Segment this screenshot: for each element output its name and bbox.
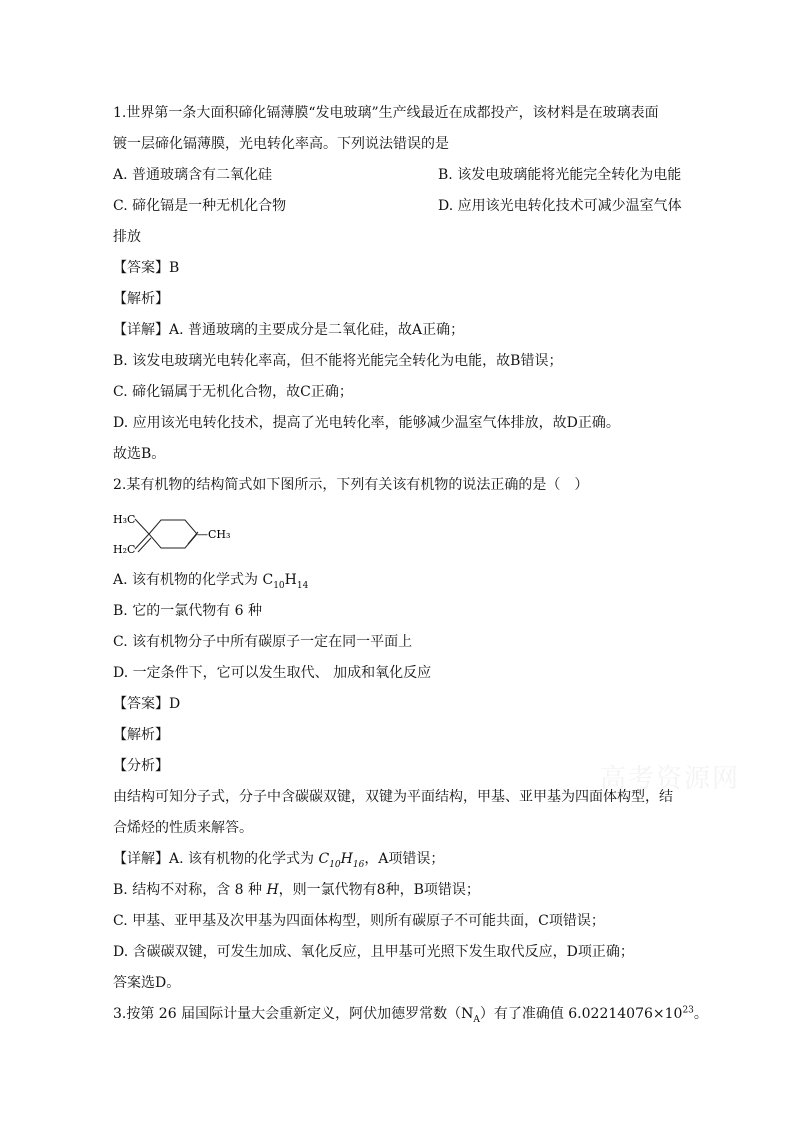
q1-option-c: C. 碲化镉是一种无机化合物 <box>113 198 287 214</box>
q2-detail-a: 【详解】A. 该有机物的化学式为 $C_{10}H_{16}$，A项错误； <box>113 851 445 870</box>
bond-double-1 <box>135 534 149 549</box>
q2-detail-c: C. 甲基、亚甲基及次甲基为四面体构型，则所有碳原子不可能共面，C项错误； <box>113 913 605 929</box>
bond-methyl <box>135 519 149 534</box>
q1-answer: 【答案】B <box>113 260 180 276</box>
label-h3c: H₃C <box>113 513 136 526</box>
q3-stem: 3.按第 26 届国际计量大会重新定义，阿伏加德罗常数$(N_A)$有了准确值 $6.02214076\times 10^{23}$。 <box>113 1005 708 1025</box>
q2-fenxi-heading: 【分析】 <box>113 758 169 774</box>
q1-stem-line1: 1.世界第一条大面积碲化镉薄膜“发电玻璃”生产线最近在成都投产，该材料是在玻璃表面 <box>113 105 659 121</box>
label-h2c: H₂C <box>113 543 136 556</box>
q2-option-b: B. 它的一氯代物有 6 种 <box>113 603 262 619</box>
q2-conclusion: 答案选D。 <box>113 975 181 991</box>
q1-option-a: A. 普通玻璃含有二氧化硅 <box>113 167 273 183</box>
q2-option-d: D. 一定条件下，它可以发生取代、 加成和氧化反应 <box>113 665 432 681</box>
q2-analysis-heading: 【解析】 <box>113 727 169 743</box>
q1-option-d-continued: 排放 <box>113 229 141 245</box>
cyclohexene-ring <box>149 520 197 548</box>
q1-conclusion: 故选B。 <box>113 446 166 462</box>
q1-analysis-heading: 【解析】 <box>113 291 169 307</box>
q1-detail-d: D. 应用该光电转化技术，提高了光电转化率，能够减少温室气体排放，故D正确。 <box>113 415 620 431</box>
q1-stem-line2: 镀一层碲化镉薄膜，光电转化率高。下列说法错误的是 <box>113 136 449 152</box>
molecule-structure-figure <box>113 508 253 558</box>
q1-option-b: B. 该发电玻璃能将光能完全转化为电能 <box>438 167 682 183</box>
label-ch3: —CH₃ <box>197 528 231 541</box>
watermark: 高考资源网 <box>600 764 741 794</box>
q2-fenxi-line1: 由结构可知分子式，分子中含碳碳双键，双键为平面结构，甲基、亚甲基为四面体构型，结 <box>113 789 673 805</box>
q2-answer: 【答案】D <box>113 696 181 712</box>
q1-detail-b: B. 该发电玻璃光电转化率高，但不能将光能完全转化为电能，故B错误； <box>113 353 563 369</box>
q2-option-a: A. 该有机物的化学式为 $C_{10}H_{14}$ <box>113 572 309 591</box>
q2-detail-b: B. 结构不对称，含 8 种 H，则一氯代物有8种，B项错误； <box>113 882 480 898</box>
bond-double-2 <box>138 538 151 552</box>
q1-detail-c: C. 碲化镉属于无机化合物，故C正确； <box>113 384 353 400</box>
q2-detail-d: D. 含碳碳双键，可发生加成、氧化反应，且甲基可光照下发生取代反应，D项正确； <box>113 944 634 960</box>
q1-option-d: D. 应用该光电转化技术可减少温室气体 <box>438 198 682 214</box>
q1-detail-a: 【详解】A. 普通玻璃的主要成分是二氧化硅，故A正确； <box>113 322 465 338</box>
q2-stem: 2.某有机物的结构简式如下图所示，下列有关该有机物的说法正确的是（ ） <box>113 477 589 493</box>
q2-fenxi-line2: 合烯烃的性质来解答。 <box>113 820 253 836</box>
q2-option-c: C. 该有机物分子中所有碳原子一定在同一平面上 <box>113 634 413 650</box>
